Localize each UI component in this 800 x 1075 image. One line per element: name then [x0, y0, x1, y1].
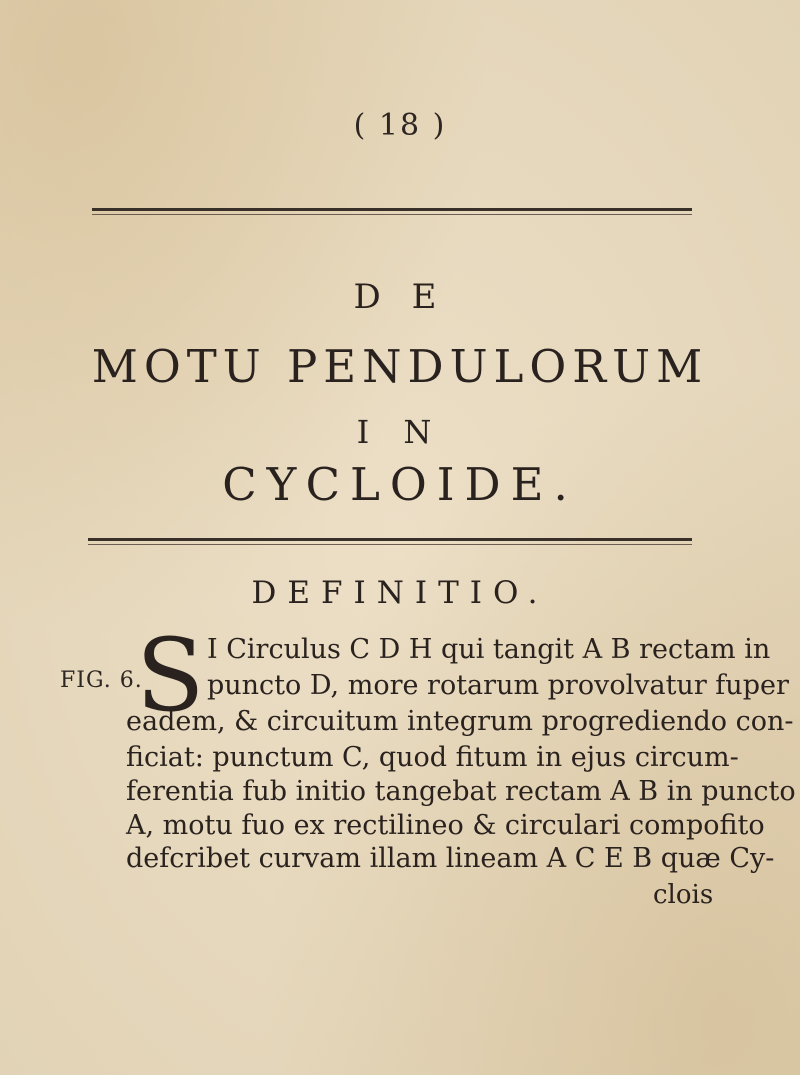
section-heading: DEFINITIO.: [251, 575, 549, 611]
title-line-cycloide: CYCLOIDE.: [222, 458, 578, 511]
figure-reference: FIG. 6.: [60, 668, 143, 693]
body-line: defcribet curvam illam lineam A C E B quæ Cy-: [126, 843, 775, 874]
catchword: clois: [653, 880, 714, 910]
body-line: eadem, & circuitum integrum progrediendo con-: [126, 706, 794, 737]
header-rule: [92, 208, 692, 211]
drop-capital: S: [136, 617, 205, 734]
body-line: puncto D, more rotarum provolvatur fuper: [207, 670, 789, 701]
body-line: ficiat: punctum C, quod fitum in ejus circum-: [126, 742, 739, 773]
title-rule: [88, 538, 692, 541]
title-line-in: I N: [356, 413, 444, 451]
title-line-motu-pendulorum: MOTU PENDULORUM: [91, 340, 709, 393]
body-line: ferentia fub initio tangebat rectam A B in puncto: [126, 776, 796, 807]
body-line: A, motu fuo ex rectilineo & circulari compofito: [126, 810, 765, 841]
title-line-de: D E: [353, 277, 447, 317]
page-number: ( 18 ): [353, 108, 447, 143]
body-line: I Circulus C D H qui tangit A B rectam in: [207, 634, 771, 665]
